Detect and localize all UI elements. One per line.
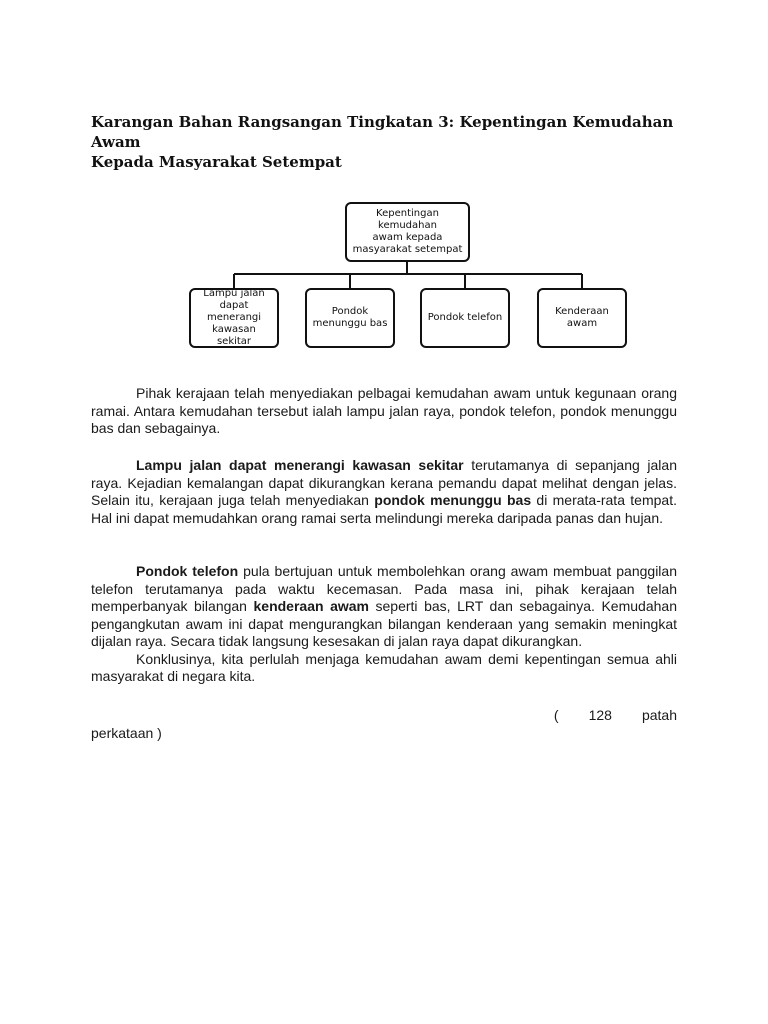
paragraph-text: di merata-rata tempat. Hal ini dapat memudahkan orang ramai serta melindungi mereka daripada panas dan hujan. <box>91 492 677 526</box>
diagram-child-box-pondok-bas <box>305 288 395 348</box>
word-count <box>91 707 677 742</box>
diagram-root-box <box>345 202 470 262</box>
diagram-child-label: Pondok menunggu bas <box>312 306 388 329</box>
document-title <box>91 112 691 172</box>
paragraph-intro-text: Pihak kerajaan telah menyediakan pelbagai kemudahan awam untuk kegunaan orang ramai. Antara kemudahan tersebut ialah lampu jalan raya, pondok telefon, pondok menunggu bas dan sebagainya. <box>91 385 677 436</box>
bold-phrase: Pondok telefon <box>136 563 239 579</box>
diagram-child-label: Kenderaan awam <box>555 306 609 329</box>
bold-phrase: kenderaan awam <box>253 598 369 614</box>
diagram-child-box-lampu-jalan <box>189 288 279 348</box>
diagram-root-label: Kepentingan kemudahan awam kepada masyarakat setempat <box>352 208 463 255</box>
diagram-child-label: Pondok telefon <box>427 312 503 323</box>
paragraph-intro <box>91 385 677 438</box>
bold-phrase: pondok menunggu bas <box>374 492 532 508</box>
word-count-word: patah <box>641 707 677 723</box>
diagram-child-label: Lampu jalan dapat menerangi kawasan sekitar <box>203 288 265 347</box>
paragraph-conclusion: Konklusinya, kita perlulah menjaga kemudahan awam demi kepentingan semua ahli masyarakat di negara kita. <box>91 650 677 684</box>
paragraph-lampu-jalan <box>91 457 677 527</box>
paragraph-pondok-telefon <box>91 563 677 686</box>
title-line-1: Karangan Bahan Rangsangan Tingkatan 3: Kepentingan Kemudahan Awam <box>91 113 674 151</box>
paragraph-text: pula bertujuan untuk membolehkan orang awam membuat panggilan telefon terutamanya pada waktu kecemasan. Pada masa ini, pihak kerajaan telah memperbanyak bilangan <box>91 563 677 614</box>
word-count-number: 128 <box>588 707 612 723</box>
title-line-2: Kepada Masyarakat Setempat <box>91 153 342 171</box>
diagram-child-box-kenderaan-awam <box>537 288 627 348</box>
word-count-line2: perkataan ) <box>91 724 162 741</box>
word-count-open: ( <box>553 707 559 723</box>
diagram-child-box-pondok-telefon <box>420 288 510 348</box>
paragraph-text: terutamanya di sepanjang jalan raya. Kejadian kemalangan dapat dikurangkan kerana pemandu dapat melihat dengan jelas. Selain itu, kerajaan juga telah menyediakan <box>91 457 677 508</box>
paragraph-text: seperti bas, LRT dan sebagainya. Kemudahan pengangkutan awam ini dapat mengurangkan bilangan kenderaan yang semakin meningkat dijalan raya. Secara tidak langsung kesesakan di jalan raya dapat dikurangkan. <box>91 598 677 649</box>
bold-phrase: Lampu jalan dapat menerangi kawasan sekitar <box>136 457 464 473</box>
